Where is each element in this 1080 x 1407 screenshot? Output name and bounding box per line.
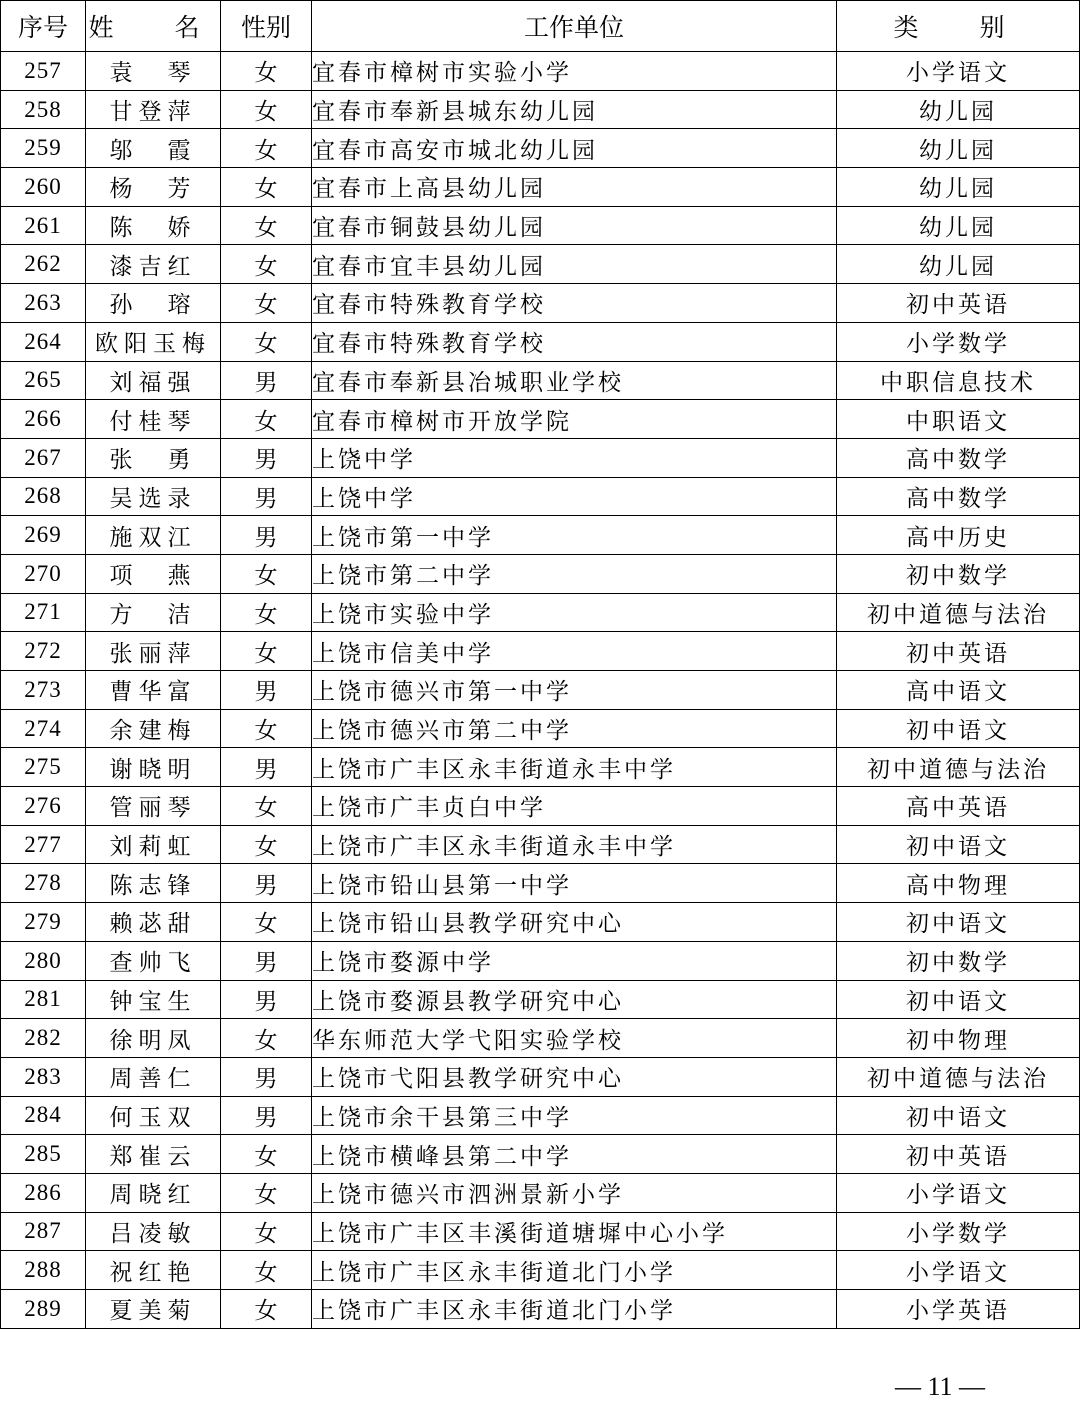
person-name: 查帅飞 (86, 941, 221, 980)
row-number: 279 (1, 903, 86, 942)
person-name: 余建梅 (86, 709, 221, 748)
row-number: 285 (1, 1135, 86, 1174)
table-row (1, 554, 1080, 593)
work-unit: 上饶市余干县第三中学 (312, 1096, 837, 1135)
person-name: 刘莉虹 (86, 825, 221, 864)
row-number: 275 (1, 748, 86, 787)
gender: 女 (221, 787, 312, 826)
row-number: 287 (1, 1212, 86, 1251)
row-number: 282 (1, 1019, 86, 1058)
gender: 女 (221, 322, 312, 361)
page-number: — 11 — (894, 1372, 986, 1401)
person-name: 漆吉红 (86, 245, 221, 284)
person-name: 谢晓明 (86, 748, 221, 787)
gender: 男 (221, 477, 312, 516)
work-unit: 上饶市德兴市第二中学 (312, 709, 837, 748)
person-name: 邬 霞 (86, 129, 221, 168)
gender: 女 (221, 593, 312, 632)
table-row (1, 632, 1080, 671)
gender: 女 (221, 554, 312, 593)
gender: 女 (221, 1212, 312, 1251)
table-row (1, 477, 1080, 516)
person-name: 欧阳玉梅 (86, 322, 221, 361)
person-name: 张 勇 (86, 438, 221, 477)
table-row (1, 903, 1080, 942)
category: 初中道德与法治 (837, 593, 1080, 632)
row-number: 286 (1, 1173, 86, 1212)
person-name: 孙 瑢 (86, 284, 221, 323)
person-name: 袁 琴 (86, 52, 221, 91)
category: 中职语文 (837, 400, 1080, 439)
table-row (1, 1096, 1080, 1135)
table-row (1, 516, 1080, 555)
gender: 女 (221, 1135, 312, 1174)
table-row (1, 671, 1080, 710)
table-row (1, 941, 1080, 980)
header-num: 序号 (1, 1, 86, 52)
row-number: 266 (1, 400, 86, 439)
category: 幼儿园 (837, 206, 1080, 245)
category: 初中物理 (837, 1019, 1080, 1058)
table-row (1, 284, 1080, 323)
work-unit: 上饶市第一中学 (312, 516, 837, 555)
gender: 女 (221, 52, 312, 91)
work-unit: 上饶市弋阳县教学研究中心 (312, 1057, 837, 1096)
row-number: 258 (1, 90, 86, 129)
row-number: 288 (1, 1251, 86, 1290)
table-row (1, 1019, 1080, 1058)
gender: 女 (221, 709, 312, 748)
row-number: 263 (1, 284, 86, 323)
work-unit: 上饶市广丰区永丰街道北门小学 (312, 1251, 837, 1290)
row-number: 262 (1, 245, 86, 284)
table-row (1, 787, 1080, 826)
gender: 女 (221, 168, 312, 207)
person-name: 周善仁 (86, 1057, 221, 1096)
work-unit: 上饶市铅山县第一中学 (312, 864, 837, 903)
row-number: 259 (1, 129, 86, 168)
row-number: 271 (1, 593, 86, 632)
header-row (1, 1, 1080, 52)
row-number: 283 (1, 1057, 86, 1096)
person-name: 施双江 (86, 516, 221, 555)
person-name: 赖苾甜 (86, 903, 221, 942)
table-body (1, 52, 1080, 1329)
work-unit: 上饶市广丰区永丰街道永丰中学 (312, 825, 837, 864)
row-number: 261 (1, 206, 86, 245)
work-unit: 上饶市铅山县教学研究中心 (312, 903, 837, 942)
table-row (1, 168, 1080, 207)
row-number: 270 (1, 554, 86, 593)
work-unit: 上饶市第二中学 (312, 554, 837, 593)
category: 初中语文 (837, 980, 1080, 1019)
table-row (1, 748, 1080, 787)
work-unit: 上饶市婺源中学 (312, 941, 837, 980)
work-unit: 上饶市广丰区永丰街道永丰中学 (312, 748, 837, 787)
gender: 男 (221, 980, 312, 1019)
person-name: 方 洁 (86, 593, 221, 632)
gender: 男 (221, 516, 312, 555)
row-number: 264 (1, 322, 86, 361)
category: 初中数学 (837, 554, 1080, 593)
work-unit: 宜春市铜鼓县幼儿园 (312, 206, 837, 245)
gender: 男 (221, 748, 312, 787)
work-unit: 宜春市特殊教育学校 (312, 284, 837, 323)
work-unit: 宜春市奉新县城东幼儿园 (312, 90, 837, 129)
header-unit: 工作单位 (312, 1, 837, 52)
person-name: 何玉双 (86, 1096, 221, 1135)
category: 小学数学 (837, 322, 1080, 361)
gender: 男 (221, 438, 312, 477)
row-number: 260 (1, 168, 86, 207)
category: 初中英语 (837, 1135, 1080, 1174)
table-row (1, 245, 1080, 284)
category: 初中语文 (837, 1096, 1080, 1135)
row-number: 268 (1, 477, 86, 516)
category: 初中英语 (837, 632, 1080, 671)
table-row (1, 1057, 1080, 1096)
category: 初中语文 (837, 825, 1080, 864)
table-row (1, 361, 1080, 400)
gender: 男 (221, 671, 312, 710)
work-unit: 上饶中学 (312, 477, 837, 516)
header-category: 类 别 (837, 1, 1080, 52)
work-unit: 宜春市宜丰县幼儿园 (312, 245, 837, 284)
category: 初中语文 (837, 903, 1080, 942)
category: 小学语文 (837, 1173, 1080, 1212)
row-number: 280 (1, 941, 86, 980)
work-unit: 上饶市横峰县第二中学 (312, 1135, 837, 1174)
gender: 女 (221, 903, 312, 942)
category: 高中数学 (837, 438, 1080, 477)
person-name: 夏美菊 (86, 1290, 221, 1329)
work-unit: 宜春市奉新县冶城职业学校 (312, 361, 837, 400)
row-number: 277 (1, 825, 86, 864)
category: 中职信息技术 (837, 361, 1080, 400)
work-unit: 上饶市广丰区永丰街道北门小学 (312, 1290, 837, 1329)
gender: 女 (221, 1019, 312, 1058)
row-number: 276 (1, 787, 86, 826)
category: 幼儿园 (837, 245, 1080, 284)
person-name: 周晓红 (86, 1173, 221, 1212)
category: 高中数学 (837, 477, 1080, 516)
header-gender: 性别 (221, 1, 312, 52)
row-number: 284 (1, 1096, 86, 1135)
category: 高中历史 (837, 516, 1080, 555)
work-unit: 上饶市广丰贞白中学 (312, 787, 837, 826)
table-row (1, 322, 1080, 361)
work-unit: 上饶市广丰区丰溪街道塘墀中心小学 (312, 1212, 837, 1251)
header-name: 姓 名 (86, 1, 221, 52)
person-name: 项 燕 (86, 554, 221, 593)
row-number: 265 (1, 361, 86, 400)
person-name: 徐明凤 (86, 1019, 221, 1058)
table-row (1, 400, 1080, 439)
gender: 男 (221, 864, 312, 903)
gender: 女 (221, 284, 312, 323)
table-row (1, 129, 1080, 168)
row-number: 269 (1, 516, 86, 555)
work-unit: 上饶市德兴市第一中学 (312, 671, 837, 710)
person-name: 甘登萍 (86, 90, 221, 129)
person-name: 付桂琴 (86, 400, 221, 439)
person-name: 祝红艳 (86, 1251, 221, 1290)
gender: 女 (221, 90, 312, 129)
person-name: 陈志锋 (86, 864, 221, 903)
gender: 女 (221, 825, 312, 864)
table-row (1, 438, 1080, 477)
category: 高中语文 (837, 671, 1080, 710)
person-name: 吕凌敏 (86, 1212, 221, 1251)
gender: 男 (221, 941, 312, 980)
gender: 男 (221, 1096, 312, 1135)
row-number: 278 (1, 864, 86, 903)
work-unit: 上饶市德兴市泗洲景新小学 (312, 1173, 837, 1212)
row-number: 257 (1, 52, 86, 91)
table-row (1, 864, 1080, 903)
row-number: 273 (1, 671, 86, 710)
gender: 女 (221, 129, 312, 168)
person-name: 管丽琴 (86, 787, 221, 826)
table-row (1, 1135, 1080, 1174)
table-row (1, 1212, 1080, 1251)
gender: 男 (221, 1057, 312, 1096)
table-row (1, 90, 1080, 129)
person-name: 郑崔云 (86, 1135, 221, 1174)
person-name: 钟宝生 (86, 980, 221, 1019)
person-name: 张丽萍 (86, 632, 221, 671)
category: 初中数学 (837, 941, 1080, 980)
gender: 男 (221, 361, 312, 400)
person-name: 吴选录 (86, 477, 221, 516)
work-unit: 上饶中学 (312, 438, 837, 477)
table-row (1, 709, 1080, 748)
work-unit: 上饶市信美中学 (312, 632, 837, 671)
category: 初中道德与法治 (837, 748, 1080, 787)
gender: 女 (221, 400, 312, 439)
table-row (1, 1173, 1080, 1212)
category: 初中道德与法治 (837, 1057, 1080, 1096)
category: 高中物理 (837, 864, 1080, 903)
work-unit: 上饶市实验中学 (312, 593, 837, 632)
table-header (1, 1, 1080, 52)
table-row (1, 1290, 1080, 1329)
person-name: 陈 娇 (86, 206, 221, 245)
work-unit: 宜春市高安市城北幼儿园 (312, 129, 837, 168)
category: 高中英语 (837, 787, 1080, 826)
gender: 女 (221, 245, 312, 284)
row-number: 274 (1, 709, 86, 748)
table-row (1, 593, 1080, 632)
work-unit: 上饶市婺源县教学研究中心 (312, 980, 837, 1019)
person-name: 杨 芳 (86, 168, 221, 207)
gender: 女 (221, 632, 312, 671)
category: 小学语文 (837, 52, 1080, 91)
person-name: 刘福强 (86, 361, 221, 400)
row-number: 281 (1, 980, 86, 1019)
category: 幼儿园 (837, 168, 1080, 207)
work-unit: 宜春市上高县幼儿园 (312, 168, 837, 207)
category: 初中英语 (837, 284, 1080, 323)
gender: 女 (221, 1173, 312, 1212)
category: 幼儿园 (837, 129, 1080, 168)
person-name: 曹华富 (86, 671, 221, 710)
category: 小学英语 (837, 1290, 1080, 1329)
category: 幼儿园 (837, 90, 1080, 129)
gender: 女 (221, 1251, 312, 1290)
row-number: 289 (1, 1290, 86, 1329)
work-unit: 宜春市特殊教育学校 (312, 322, 837, 361)
table-row (1, 825, 1080, 864)
work-unit: 宜春市樟树市开放学院 (312, 400, 837, 439)
table-row (1, 980, 1080, 1019)
table-row (1, 1251, 1080, 1290)
category: 小学语文 (837, 1251, 1080, 1290)
work-unit: 华东师范大学弋阳实验学校 (312, 1019, 837, 1058)
category: 初中语文 (837, 709, 1080, 748)
table-row (1, 52, 1080, 91)
table-row (1, 206, 1080, 245)
gender: 女 (221, 206, 312, 245)
row-number: 272 (1, 632, 86, 671)
category: 小学数学 (837, 1212, 1080, 1251)
row-number: 267 (1, 438, 86, 477)
work-unit: 宜春市樟树市实验小学 (312, 52, 837, 91)
gender: 女 (221, 1290, 312, 1329)
